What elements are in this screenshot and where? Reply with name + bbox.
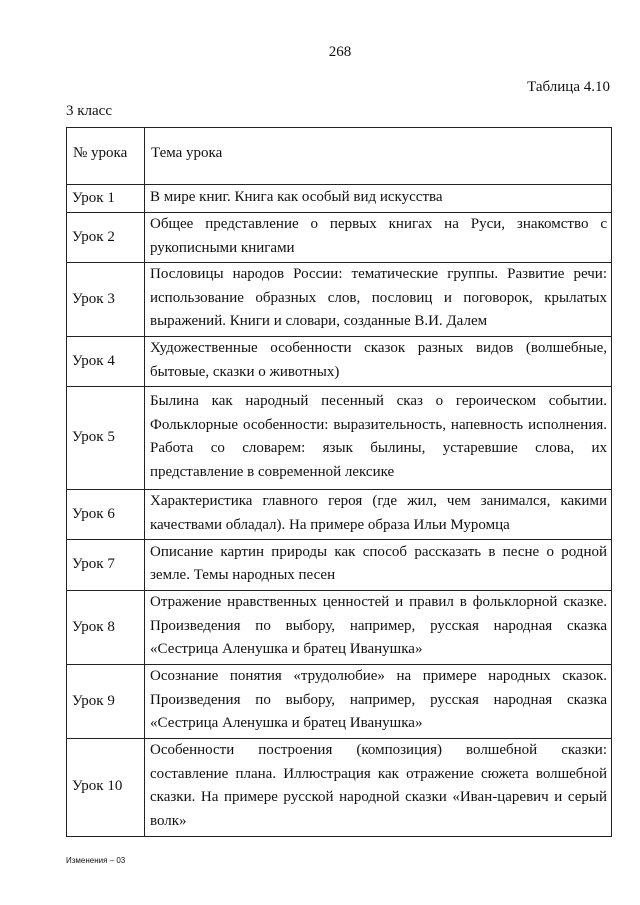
lesson-number: Урок 7 bbox=[67, 540, 145, 591]
table-row bbox=[67, 337, 612, 387]
table-row bbox=[67, 387, 612, 490]
header-lesson-topic: Тема урока bbox=[145, 128, 612, 185]
table-row bbox=[67, 738, 612, 836]
lesson-topic: Пословицы народов России: тематические группы. Развитие речи: использование образных слов, пословиц и поговорок, крылатых выражений. Книги и словари, созданные В.И. Далем bbox=[145, 263, 612, 337]
table-row bbox=[67, 591, 612, 665]
lessons-table bbox=[66, 127, 612, 837]
footer-revision-note: Изменения – 03 bbox=[66, 856, 126, 865]
table-row bbox=[67, 540, 612, 591]
lesson-topic: Отражение нравственных ценностей и правил в фольклорной сказке. Произведения по выбору, например, русская народная сказка «Сестрица Аленушка и братец Иванушка» bbox=[145, 591, 612, 665]
lesson-topic: Былина как народный песенный сказ о героическом событии. Фольклорные особенности: выразительность, напевность исполнения. Работа со словарем: язык былины, устаревшие слова, их представление в современной лексике bbox=[145, 387, 612, 490]
lesson-topic: В мире книг. Книга как особый вид искусства bbox=[145, 185, 612, 213]
lesson-topic: Особенности построения (композиция) волшебной сказки: составление плана. Иллюстрация как отражение сюжета волшебной сказки. На примере русской народной сказки «Иван-царевич и серый волк» bbox=[145, 738, 612, 836]
page-number: 268 bbox=[328, 44, 352, 60]
table-row bbox=[67, 490, 612, 540]
grade-label: 3 класс bbox=[66, 103, 112, 119]
lesson-topic: Общее представление о первых книгах на Руси, знакомство с рукописными книгами bbox=[145, 213, 612, 263]
table-row bbox=[67, 213, 612, 263]
lesson-number: Урок 1 bbox=[67, 185, 145, 213]
lesson-number: Урок 4 bbox=[67, 337, 145, 387]
lesson-number: Урок 5 bbox=[67, 387, 145, 490]
lesson-number: Урок 3 bbox=[67, 263, 145, 337]
lesson-number: Урок 8 bbox=[67, 591, 145, 665]
table-caption: Таблица 4.10 bbox=[527, 79, 610, 95]
lesson-topic: Художественные особенности сказок разных видов (волшебные, бытовые, сказки о животных) bbox=[145, 337, 612, 387]
lesson-topic: Осознание понятия «трудолюбие» на примере народных сказок. Произведения по выбору, например, русская народная сказка «Сестрица Аленушка и братец Иванушка» bbox=[145, 665, 612, 739]
table-header-row bbox=[67, 128, 612, 185]
lesson-number: Урок 10 bbox=[67, 738, 145, 836]
lesson-topic: Описание картин природы как способ рассказать в песне о родной земле. Темы народных песен bbox=[145, 540, 612, 591]
lesson-topic: Характеристика главного героя (где жил, чем занимался, какими качествами обладал). На примере образа Ильи Муромца bbox=[145, 490, 612, 540]
table-row bbox=[67, 185, 612, 213]
lesson-number: Урок 9 bbox=[67, 665, 145, 739]
lesson-number: Урок 6 bbox=[67, 490, 145, 540]
lesson-number: Урок 2 bbox=[67, 213, 145, 263]
table-row bbox=[67, 263, 612, 337]
table-row bbox=[67, 665, 612, 739]
header-lesson-number: № урока bbox=[67, 128, 145, 185]
